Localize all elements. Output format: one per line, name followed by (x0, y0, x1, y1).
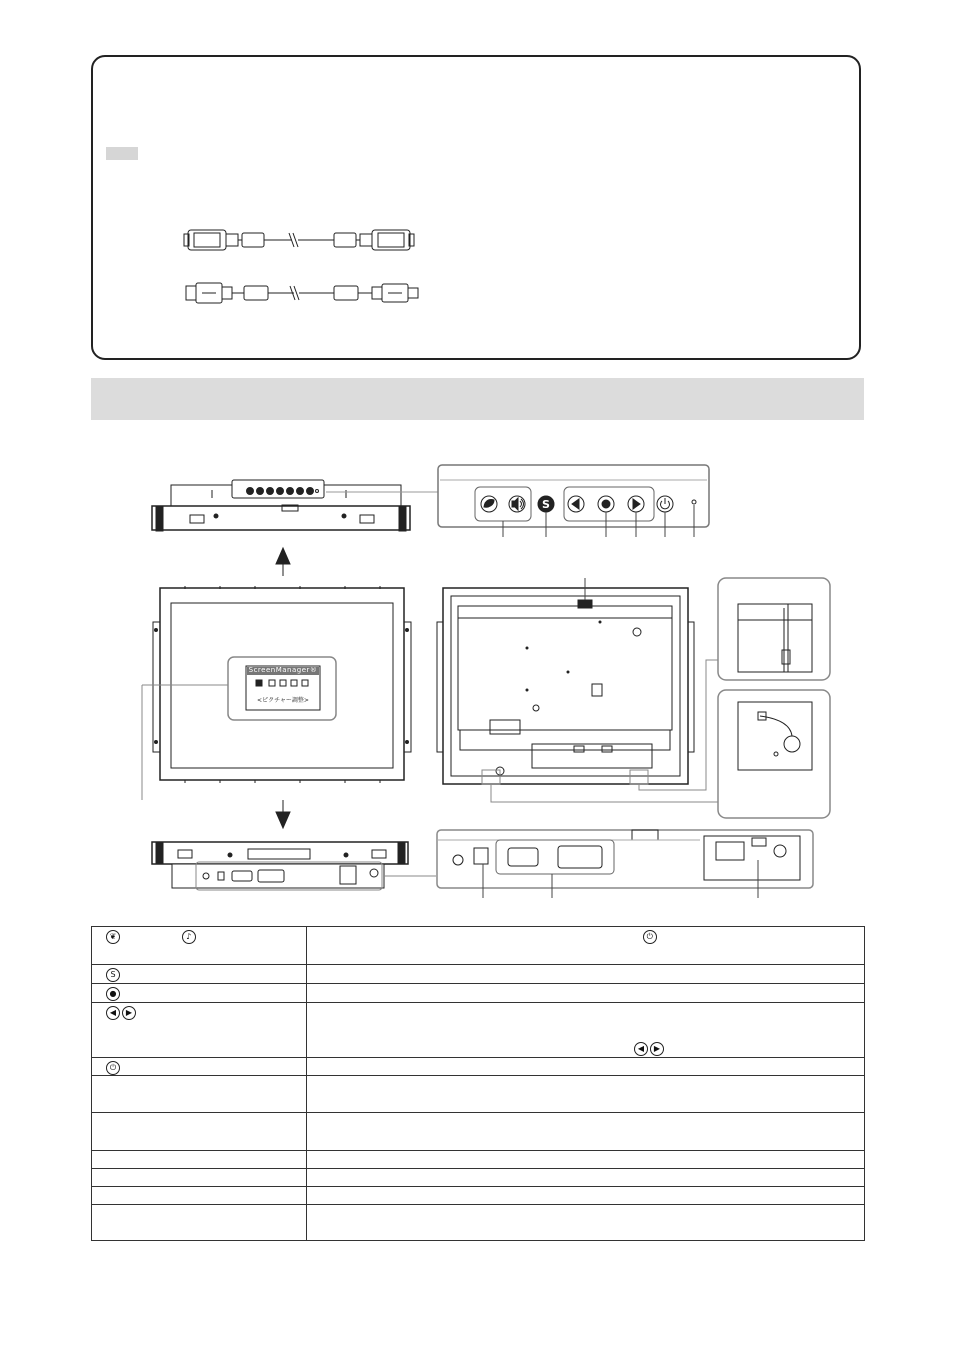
table-row (92, 1187, 865, 1205)
left-arrow-icon: ◀ (106, 1006, 120, 1020)
svg-text:S: S (542, 498, 550, 511)
eco-icon (481, 496, 497, 512)
table-row (92, 927, 865, 965)
enter-icon (598, 496, 614, 512)
table-row (92, 1169, 865, 1187)
arrow-up-icon (276, 548, 290, 576)
bottom-view (152, 842, 436, 890)
table-cell-description (307, 927, 865, 965)
table-row (92, 1003, 865, 1058)
power-icon (657, 496, 673, 512)
osd-title: ScreenManager® (248, 666, 318, 674)
s-mode-icon: S (106, 968, 120, 982)
arrow-down-icon (276, 800, 290, 828)
table-row (92, 1205, 865, 1241)
top-view (152, 480, 438, 531)
right-arrow-icon (628, 496, 644, 512)
power-led (692, 500, 696, 504)
power-icon: ⏻ (106, 1061, 120, 1075)
left-arrow-icon: ◀ (634, 1042, 648, 1056)
right-arrow-icon: ▶ (650, 1042, 664, 1056)
table-row (92, 1151, 865, 1169)
s-mode-icon (538, 496, 554, 512)
controls-table (91, 926, 865, 1241)
volume-icon: ♪ (182, 930, 196, 944)
right-arrow-icon: ▶ (122, 1006, 136, 1020)
table-row (92, 1076, 865, 1113)
volume-icon (509, 496, 525, 512)
button-panel-detail (438, 465, 709, 537)
table-row (92, 965, 865, 984)
cable-clamp-detail-bottom (718, 690, 830, 818)
table-row (92, 1058, 865, 1076)
osd-footer: <ピクチャー調整> (257, 697, 309, 704)
connector-panel-detail (437, 830, 813, 898)
table-row (92, 1113, 865, 1151)
table-cell-control (92, 927, 307, 965)
left-arrow-icon (568, 496, 584, 512)
power-icon: ⏻ (643, 930, 657, 944)
eco-icon: ❦ (106, 930, 120, 944)
table-row (92, 984, 865, 1003)
cable-clamp-detail-top (718, 578, 830, 680)
rear-view (437, 578, 718, 802)
enter-icon: ● (106, 987, 120, 1001)
